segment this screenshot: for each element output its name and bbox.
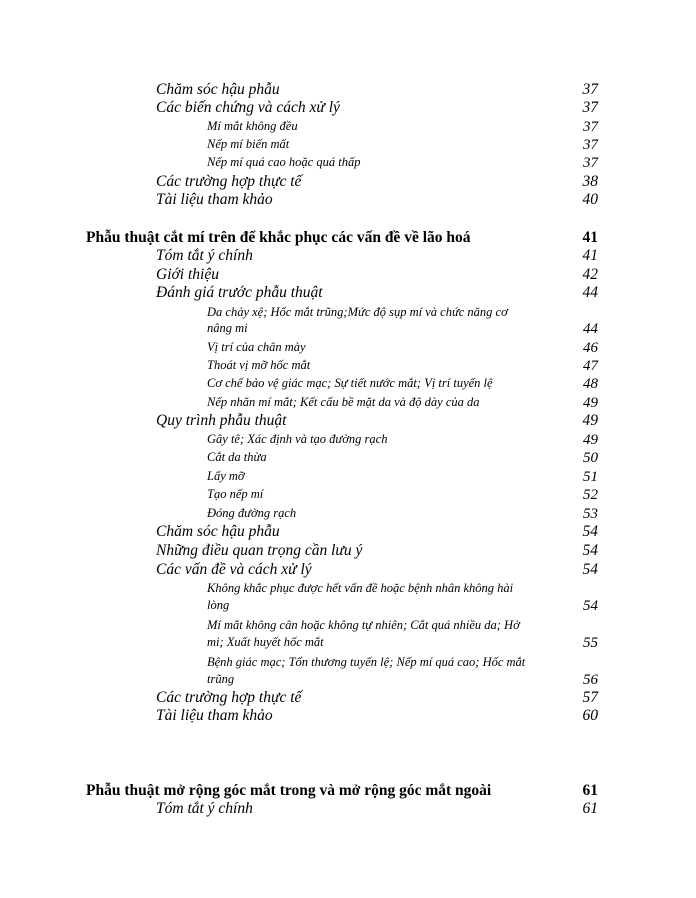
toc-entry-title-line1: Bệnh giác mạc; Tổn thương tuyến lệ; Nếp mí quá cao; Hốc mắt <box>207 655 526 669</box>
toc-entry-title: Nếp mí biến mất <box>207 137 290 151</box>
toc-entry-page: 48 <box>583 376 598 392</box>
toc-entry-title-line2: trũng <box>207 672 235 686</box>
toc-chapter-page: 61 <box>582 782 598 799</box>
toc-entry-title: Cắt da thừa <box>207 450 267 464</box>
toc-entry-title: Quy trình phẫu thuật <box>156 412 287 429</box>
toc-entry-page: 38 <box>582 173 598 190</box>
toc-entry-page: 41 <box>582 247 598 264</box>
toc-entry-title-line1: Da chảy xệ; Hốc mắt trũng;Mức độ sụp mí và chức năng cơ <box>207 305 508 319</box>
toc-entry-title: Cơ chế bảo vệ giác mạc; Sự tiết nước mắt; Vị trí tuyến lệ <box>207 376 493 390</box>
toc-entry-page: 56 <box>583 672 598 688</box>
toc-entry-title: Lấy mỡ <box>207 469 245 483</box>
toc-entry-page: 46 <box>583 340 598 356</box>
toc-entry-page: 54 <box>583 598 598 614</box>
toc-entry-title: Chăm sóc hậu phẫu <box>156 81 280 98</box>
toc-entry-page: 44 <box>582 284 598 301</box>
toc-entry-page: 60 <box>582 707 598 724</box>
toc-entry-page: 52 <box>583 487 598 503</box>
toc-entry-title: Những điều quan trọng cần lưu ý <box>156 542 363 559</box>
toc-entry-title: Đánh giá trước phẫu thuật <box>156 284 323 301</box>
toc-entry-title: Các trường hợp thực tế <box>156 173 302 190</box>
toc-entry-page: 37 <box>582 81 598 98</box>
toc-entry-page: 49 <box>583 395 598 411</box>
toc-entry-page: 40 <box>582 191 598 208</box>
toc-chapter-title: Phẫu thuật mở rộng góc mắt trong và mở rộng góc mắt ngoài <box>86 782 492 799</box>
toc-entry-title-line1: Mí mắt không cân hoặc không tự nhiên; Cắt quá nhiều da; Hở <box>207 618 520 632</box>
toc-entry-page: 44 <box>583 321 598 337</box>
toc-entry-page: 54 <box>582 561 598 578</box>
toc-entry-page: 54 <box>582 523 598 540</box>
toc-entry-title: Các biến chứng và cách xử lý <box>156 99 340 116</box>
toc-entry-title: Đóng đường rạch <box>207 506 297 520</box>
toc-entry-title: Gây tê; Xác định và tạo đường rạch <box>207 432 388 446</box>
toc-entry-page: 54 <box>582 542 598 559</box>
toc-chapter-title: Phẫu thuật cắt mí trên để khắc phục các vấn đề về lão hoá <box>86 229 471 246</box>
toc-entry-page: 37 <box>582 99 598 116</box>
toc-entry-page: 49 <box>583 432 598 448</box>
toc-entry-page: 42 <box>582 266 598 283</box>
toc-entry-title-line1: Không khắc phục được hết vấn đề hoặc bệnh nhân không hài <box>207 581 514 595</box>
toc-entry-title: Chăm sóc hậu phẫu <box>156 523 280 540</box>
toc-entry-title: Tài liệu tham khảo <box>156 707 273 724</box>
toc-entry-title: Nếp mí quá cao hoặc quá thấp <box>207 155 361 169</box>
toc-entry-title: Vị trí của chân mày <box>207 340 306 354</box>
toc-entry-page: 51 <box>583 469 598 485</box>
toc-chapter-page: 41 <box>582 229 598 246</box>
toc-entry-page: 61 <box>582 800 598 817</box>
toc-entry-title: Tóm tắt ý chính <box>156 247 253 264</box>
toc-entry-page: 50 <box>583 450 598 466</box>
toc-entry-page: 47 <box>583 358 598 374</box>
toc-entry-title: Các trường hợp thực tế <box>156 689 302 706</box>
toc-entry-title-line2: nâng mi <box>207 321 248 335</box>
toc-entry-page: 53 <box>583 506 598 522</box>
toc-entry-page: 37 <box>583 155 598 171</box>
toc-entry-page: 55 <box>583 635 598 651</box>
toc-entry-title: Tạo nếp mí <box>207 487 264 501</box>
toc-entry-title: Thoát vị mỡ hốc mắt <box>207 358 311 372</box>
toc-entry-title-line2: mi; Xuất huyết hốc mắt <box>207 635 324 649</box>
toc-entry-page: 37 <box>583 119 598 135</box>
toc-entry-title: Mí mắt không đều <box>207 119 298 133</box>
toc-entry-page: 37 <box>583 137 598 153</box>
toc-entry-title-line2: lòng <box>207 598 230 612</box>
toc-entry-title: Nếp nhăn mí mắt; Kết cấu bề mặt da và độ dày của da <box>207 395 480 409</box>
toc-entry-title: Giới thiệu <box>156 266 219 283</box>
toc-entry-title: Tài liệu tham khảo <box>156 191 273 208</box>
toc-entry-page: 49 <box>582 412 598 429</box>
toc-entry-title: Các vấn đề và cách xử lý <box>156 561 312 578</box>
toc-entry-page: 57 <box>582 689 598 706</box>
toc-entry-title: Tóm tắt ý chính <box>156 800 253 817</box>
